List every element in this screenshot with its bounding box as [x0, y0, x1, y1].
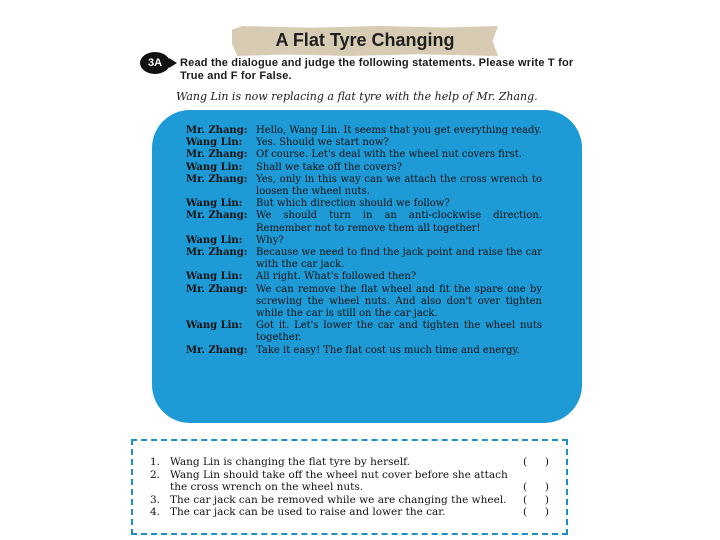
dialogue-line	[186, 345, 542, 357]
dialogue-line	[186, 320, 542, 344]
paren-open: (	[523, 506, 528, 518]
question-text: The car jack can be removed while we are changing the wheel.	[170, 493, 507, 506]
dialogue-lines	[186, 125, 542, 357]
paren-close: )	[544, 456, 549, 468]
answer-blank[interactable]	[523, 506, 549, 519]
dialogue-text: Of course. Let's deal with the wheel nut covers first.	[256, 149, 522, 161]
dialogue-text: We should turn in an anti-clockwise direction. Remember not to remove them all together!	[256, 210, 542, 234]
dialogue-text: We can remove the flat wheel and fit the spare one by screwing the wheel nuts. And also don't over tighten while the car is still on the car jack.	[256, 283, 542, 320]
paren-open: (	[523, 493, 528, 506]
dialogue-line	[186, 271, 542, 283]
dialogue-text: Hello, Wang Lin. It seems that you get everything ready.	[256, 125, 542, 136]
questions-list	[150, 456, 555, 519]
speaker: Mr. Zhang:	[186, 125, 248, 136]
dialogue-line	[186, 210, 542, 234]
paren-open: (	[523, 456, 528, 468]
answer-blank[interactable]	[523, 481, 549, 494]
dialogue-line	[186, 235, 542, 247]
badge-arrow-icon	[169, 58, 177, 68]
dialogue-line	[186, 284, 542, 321]
dialogue-line	[186, 149, 542, 161]
dialogue-text: But which direction should we follow?	[256, 198, 450, 210]
dialogue-line	[186, 198, 542, 210]
dialogue-text: Why?	[256, 234, 284, 246]
page-title: A Flat Tyre Changing	[275, 30, 455, 50]
paren-close: )	[544, 493, 549, 506]
speaker: Mr. Zhang:	[186, 344, 248, 356]
speaker: Mr. Zhang:	[186, 283, 248, 295]
dialogue-text: Got it. Let's lower the car and tighten the wheel nuts together.	[256, 320, 542, 344]
answer-blank[interactable]	[523, 494, 549, 507]
speaker: Mr. Zhang:	[186, 173, 248, 185]
exercise-badge: 3A	[140, 52, 170, 74]
dialogue-text: Shall we take off the covers?	[256, 161, 402, 173]
dialogue-text: Take it easy! The flat cost us much time and energy.	[256, 344, 520, 356]
question-number: 4.	[150, 506, 161, 518]
question-item	[150, 456, 555, 469]
speaker: Mr. Zhang:	[186, 210, 248, 222]
intro-text: Wang Lin is now replacing a flat tyre with the help of Mr. Zhang.	[176, 90, 538, 103]
speaker: Wang Lin:	[186, 320, 243, 332]
question-text: Wang Lin is changing the flat tyre by herself.	[170, 456, 410, 468]
paren-open: (	[523, 481, 528, 493]
question-item	[150, 469, 555, 494]
question-item	[150, 506, 555, 519]
speaker: Mr. Zhang:	[186, 247, 248, 259]
answer-blank[interactable]	[523, 456, 549, 469]
question-text: The car jack can be used to raise and lower the car.	[170, 506, 446, 518]
speaker: Wang Lin:	[186, 234, 243, 246]
question-number: 1.	[150, 456, 161, 468]
dialogue-text: Yes. Should we start now?	[256, 137, 389, 149]
dialogue-text: Because we need to find the jack point and raise the car with the car jack.	[256, 247, 542, 271]
question-number: 3.	[150, 493, 161, 506]
paren-close: )	[544, 481, 549, 493]
instructions: Read the dialogue and judge the following statements. Please write T for True and F for False.	[180, 57, 574, 82]
speaker: Wang Lin:	[186, 161, 243, 173]
speaker: Wang Lin:	[186, 198, 243, 210]
dialogue-line	[186, 162, 542, 174]
speaker: Wang Lin:	[186, 137, 243, 149]
speaker: Wang Lin:	[186, 271, 243, 283]
question-text: Wang Lin should take off the wheel nut cover before she attach the cross wrench on the wheel nuts.	[170, 468, 508, 493]
dialogue-text: Yes, only in this way can we attach the cross wrench to loosen the wheel nuts.	[256, 173, 542, 198]
question-number: 2.	[150, 468, 161, 481]
dialogue-line	[186, 125, 542, 137]
speaker: Mr. Zhang:	[186, 149, 248, 161]
question-item	[150, 494, 555, 507]
dialogue-line	[186, 174, 542, 198]
dialogue-line	[186, 247, 542, 271]
dialogue-line	[186, 137, 542, 149]
paren-close: )	[544, 506, 549, 518]
dialogue-text: All right. What's followed then?	[256, 271, 417, 283]
